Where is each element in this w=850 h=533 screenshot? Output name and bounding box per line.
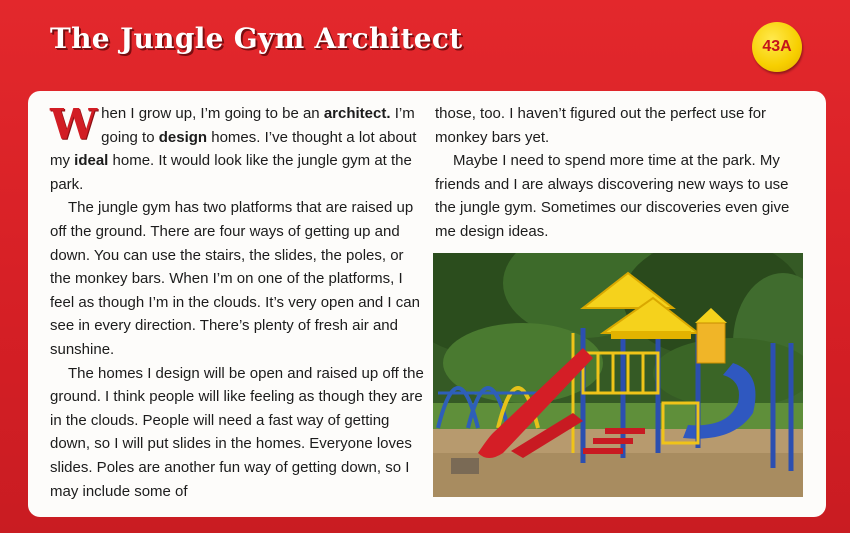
- playground-photo: [433, 253, 803, 497]
- paragraph-2: The jungle gym has two platforms that are raised up off the ground. There are four ways of getting up and down. You can use the stairs, the slides, the poles, or the monkey bars. When I’m on one of the platforms, I feel as though I’m in the clouds. It’s very open and I can see in every direction. There’s plenty of fresh air and sunshine.: [50, 199, 420, 358]
- vocab-architect: architect.: [323, 105, 391, 122]
- vocab-ideal: ideal: [74, 152, 109, 170]
- playground-illustration: [433, 253, 803, 497]
- page-title: The Jungle Gym Architect: [50, 22, 463, 55]
- paragraph-1: When I grow up, I’m going to be an architect. I’m going to design homes. I’ve thought a lot about my ideal home. It would look like the jungle gym at the park.: [50, 100, 417, 193]
- right-column: [435, 102, 807, 244]
- vocab-design: design: [158, 128, 208, 146]
- page-number-badge: 43A: [752, 22, 802, 72]
- left-column: [50, 102, 426, 503]
- paragraph-3-continued: those, too. I haven’t figured out the perfect use for monkey bars yet.: [435, 105, 767, 146]
- paragraph-4: Maybe I need to spend more time at the park. My friends and I are always discovering new ways to use the jungle gym. Sometimes our discoveries even give me design ideas.: [435, 152, 790, 240]
- paragraph-3: The homes I design will be open and raised up off the ground. I think people will like feeling as though they are in the clouds. People will need a fast way of getting down, so I will put slides in the homes. Everyone loves slides. Poles are another fun way of getting down, so I may include some of: [50, 364, 424, 500]
- content-panel: [28, 91, 826, 517]
- drop-cap: W: [50, 100, 98, 149]
